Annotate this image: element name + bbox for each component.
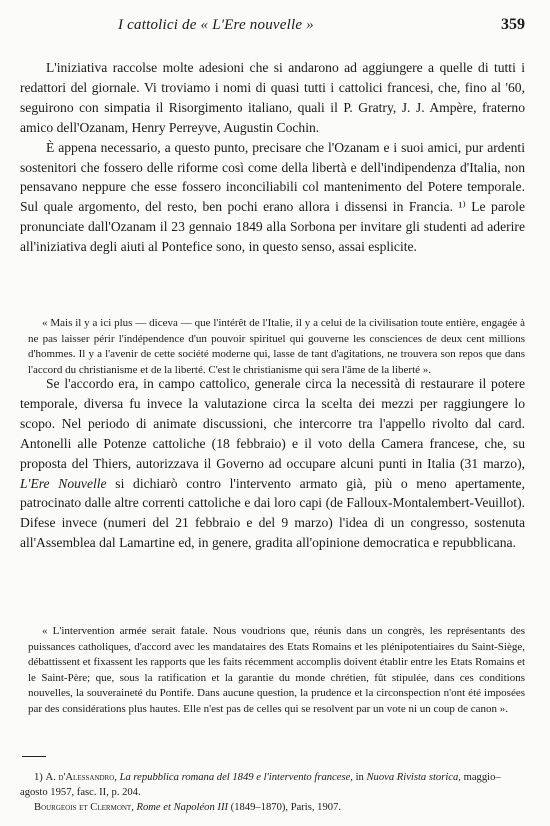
footnote-1-author: A. d'Alessandro, bbox=[45, 772, 117, 783]
footnote-1-title: La repubblica romana del 1849 e l'intervento francese, bbox=[119, 772, 353, 783]
paragraph-3 bbox=[20, 374, 525, 553]
page-number: 359 bbox=[501, 16, 525, 33]
body-text-middle bbox=[20, 374, 525, 553]
quotation-1-text: « Mais il y a ici plus — diceva — que l'intérêt de l'Italie, il y a celui de la civilisation toute entière, engagée à ne pas laisser périr l'indépendence d'un pouvoir spirituel qui gouverne les consciences de deux cent millions d'hommes. Il y a l'avenir de cette société moderne qui, lasse de tant d'agitations, ne trouvera son repos que dans l'accord du christianisme et de la liberté. C'est le christianisme qui sera l'âme de la liberté ». bbox=[28, 317, 525, 376]
footnote-rule bbox=[22, 756, 46, 757]
paragraph-1: L'iniziativa raccolse molte adesioni che si andarono ad aggiungere a quelle di tutti i redattori del giornale. Vi troviamo i nomi di quasi tutti i cattolici francesi, che, fino al '60, seguirono con simpatia il Risorgimento italiano, quali il P. Gratry, J. J. Ampère, fraterno amico dell'Ozanam, Henry Perreyve, Augustin Cochin. bbox=[20, 60, 525, 135]
footnote-1-details: maggio–agosto 1957, fasc. II, p. 204. bbox=[20, 772, 501, 798]
paragraph-3-part-2: si dichiarò contro l'intervento armato già, più o meno apertamente, patrocinato dalle altre correnti cattoliche e dai loro capi (de Falloux-Montalembert-Veuillot). Difese invece (numeri del 21 febbraio e del 9 marzo) l'idea di un congresso, sostenuta all'Assemblea dal Lamartine ed, in genere, gradita all'opinione democratica e repubblicana. bbox=[20, 475, 525, 551]
paragraph-3-part-1: Se l'accordo era, in campo cattolico, generale circa la necessità di restaurare il potere temporale, diversa fu invece la valutazione circa la scelta dei mezzi per raggiungere lo scopo. Nel periodo di animate discussioni, che intercorre tra l'appello rivolto dal card. Antonelli alle Potenze cattoliche (18 febbraio) e il voto della Camera francese, che, su proposta del Thiers, autorizzava il Governo ad occupare alcuni punti in Italia (31 marzo), bbox=[20, 376, 525, 471]
newspaper-title: L'Ere Nouvelle bbox=[20, 475, 107, 491]
page-header bbox=[0, 14, 550, 36]
footnote-2-details: (1849–1870), Paris, 1907. bbox=[228, 802, 342, 813]
footnote-1-marker: 1) bbox=[34, 772, 43, 783]
running-title: I cattolici de « L'Ere nouvelle » bbox=[118, 17, 314, 33]
footnote-1-in: in bbox=[352, 772, 367, 783]
quotation-2 bbox=[28, 624, 525, 718]
footnote-2-title: Rome et Napoléon III bbox=[136, 802, 229, 813]
quotation-2-text: « L'intervention armée serait fatale. Nous voudrions que, réunis dans un congrès, les représentants des puissances catholiques, d'accord avec les mandataires des Etats Romains et les plénipotentiaires du Saint-Siège, débattissent et fixassent les rapports que les faits récemment accomplis doivent établir entre les Etats Romains et le Saint-Père; que, sous la ratification et la garantie du monde chrétien, fût stipulée, dans ces conditions nouvelles, la souveraineté du Pontife. Dans aucune question, la prudence et la circonspection n'ont été imposées par des considérations plus hautes. Elle n'est pas de celles qui se resolvent par un vote ni un coup de canon ». bbox=[28, 625, 525, 715]
footnote-1 bbox=[20, 770, 525, 800]
body-text-top bbox=[20, 58, 525, 257]
paragraph-2: È appena necessario, a questo punto, precisare che l'Ozanam e i suoi amici, pur ardenti sostenitori che fossero delle riforme così come della libertà e dell'indipendenza d'Italia, non pensavano neppure che esse fossero inconciliabili col mantenimento del Potere temporale. Sul quale argomento, del resto, ben pochi erano allora i dissensi in Francia. ¹⁾ Le parole pronunciate dall'Ozanam il 23 gennaio 1849 alla Sorbona per invitare gli studenti ad aderire all'iniziativa degli aiuti al Pontefice sono, in questo senso, assai esplicite. bbox=[20, 139, 525, 255]
footnote-2 bbox=[20, 800, 525, 815]
quotation-1 bbox=[28, 316, 525, 378]
footnotes bbox=[20, 770, 525, 815]
footnote-1-journal: Nuova Rivista storica, bbox=[366, 772, 461, 783]
footnote-2-authors: Bourgeois et Clermont, bbox=[34, 802, 134, 813]
